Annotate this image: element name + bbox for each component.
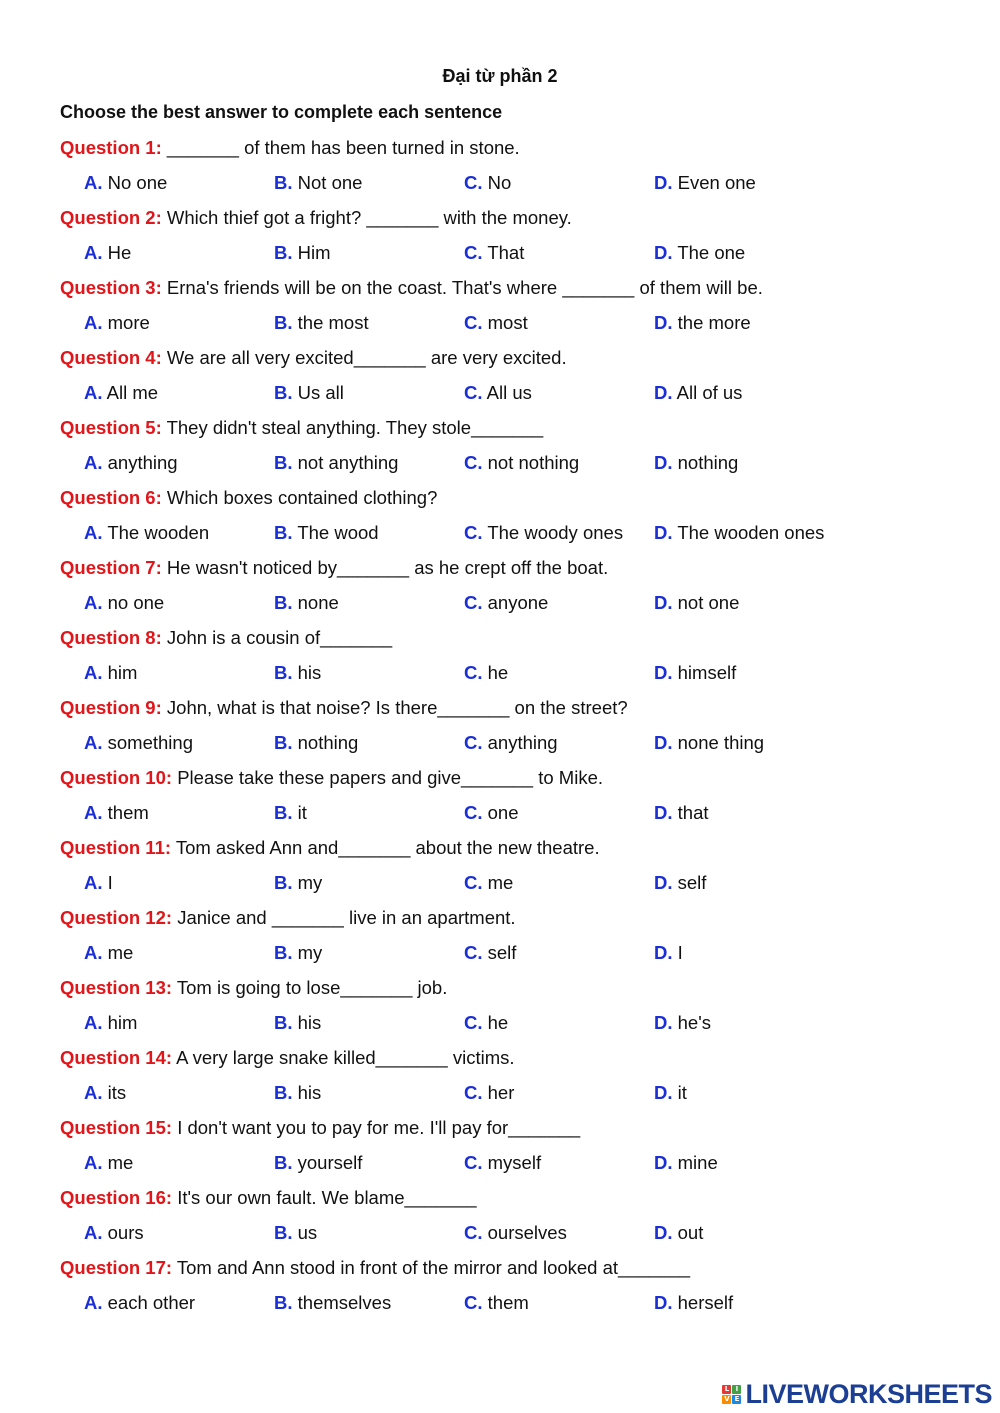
question-text: I don't want you to pay for me. I'll pay for_______ — [172, 1117, 581, 1138]
option-text: Him — [297, 242, 331, 263]
answer-option[interactable] — [464, 662, 508, 684]
question-label: Question 16: — [60, 1187, 173, 1208]
option-letter: A. — [84, 1222, 103, 1243]
option-text: nothing — [677, 452, 739, 473]
answer-option[interactable] — [274, 662, 321, 684]
option-text: That — [487, 242, 525, 263]
answer-options — [60, 592, 960, 616]
option-letter: B. — [274, 452, 293, 473]
question-label: Question 10: — [60, 767, 173, 788]
question-line — [60, 837, 600, 861]
answer-option[interactable] — [654, 1012, 711, 1034]
option-letter: B. — [274, 1082, 293, 1103]
option-letter: C. — [464, 1082, 483, 1103]
answer-option[interactable] — [654, 382, 742, 404]
option-text: not anything — [297, 452, 399, 473]
option-letter: B. — [274, 592, 293, 613]
option-text: herself — [677, 1292, 734, 1313]
question-label: Question 14: — [60, 1047, 173, 1068]
option-letter: D. — [654, 1222, 673, 1243]
answer-option[interactable] — [464, 1012, 508, 1034]
option-letter: C. — [464, 1292, 483, 1313]
option-letter: A. — [84, 592, 103, 613]
option-letter: A. — [84, 662, 103, 683]
option-text: one — [487, 802, 519, 823]
answer-option[interactable] — [84, 872, 113, 894]
question-label: Question 9: — [60, 697, 162, 718]
question-10 — [60, 767, 960, 837]
question-text: A very large snake killed_______ victims. — [172, 1047, 515, 1068]
answer-options — [60, 1152, 960, 1176]
question-line — [60, 207, 572, 231]
option-letter: A. — [84, 452, 103, 473]
option-text: The one — [677, 242, 746, 263]
answer-option[interactable] — [464, 1152, 541, 1174]
question-line — [60, 1187, 477, 1211]
answer-option[interactable] — [654, 802, 709, 824]
option-letter: D. — [654, 942, 673, 963]
question-list — [60, 137, 960, 1327]
option-letter: B. — [274, 312, 293, 333]
option-letter: A. — [84, 942, 103, 963]
question-text: John is a cousin of_______ — [161, 627, 393, 648]
option-letter: B. — [274, 382, 293, 403]
option-letter: D. — [654, 522, 673, 543]
answer-option[interactable] — [84, 452, 178, 474]
answer-option[interactable] — [464, 1222, 567, 1244]
option-letter: C. — [464, 172, 483, 193]
option-letter: A. — [84, 242, 103, 263]
option-letter: B. — [274, 522, 293, 543]
option-letter: A. — [84, 802, 103, 823]
option-text: themselves — [297, 1292, 392, 1313]
logo-cell: L — [722, 1385, 731, 1394]
option-text: him — [107, 662, 138, 683]
liveworksheets-logo-icon — [722, 1385, 741, 1404]
option-letter: C. — [464, 312, 483, 333]
answer-option[interactable] — [84, 1292, 195, 1314]
question-label: Question 6: — [60, 487, 162, 508]
option-text: not one — [677, 592, 740, 613]
answer-option[interactable] — [274, 802, 307, 824]
option-letter: A. — [84, 1012, 103, 1033]
answer-option[interactable] — [274, 1152, 362, 1174]
answer-option[interactable] — [654, 452, 738, 474]
question-label: Question 7: — [60, 557, 162, 578]
answer-option[interactable] — [464, 522, 623, 544]
option-letter: D. — [654, 662, 673, 683]
answer-option[interactable] — [654, 312, 751, 334]
option-text: more — [107, 312, 150, 333]
option-letter: B. — [274, 662, 293, 683]
answer-option[interactable] — [84, 942, 133, 964]
question-label: Question 4: — [60, 347, 162, 368]
question-label: Question 17: — [60, 1257, 173, 1278]
answer-options — [60, 172, 960, 196]
answer-option[interactable] — [274, 172, 362, 194]
option-letter: C. — [464, 802, 483, 823]
answer-option[interactable] — [84, 522, 209, 544]
option-text: He — [107, 242, 132, 263]
option-text: All me — [106, 382, 159, 403]
option-text: All of us — [676, 382, 743, 403]
option-text: none — [297, 592, 339, 613]
instruction-text: Choose the best answer to complete each sentence — [60, 102, 503, 122]
answer-options — [60, 312, 960, 336]
answer-option[interactable] — [274, 592, 339, 614]
option-text: its — [107, 1082, 127, 1103]
answer-option[interactable] — [84, 662, 137, 684]
option-text: anything — [107, 452, 178, 473]
answer-option[interactable] — [654, 592, 739, 614]
option-letter: C. — [464, 1222, 483, 1243]
option-letter: C. — [464, 1012, 483, 1033]
answer-option[interactable] — [654, 242, 745, 264]
answer-option[interactable] — [464, 872, 513, 894]
question-3 — [60, 277, 960, 347]
option-letter: A. — [84, 522, 103, 543]
option-text: his — [297, 662, 322, 683]
option-letter: D. — [654, 452, 673, 473]
option-text: self — [487, 942, 517, 963]
option-letter: C. — [464, 942, 483, 963]
answer-option[interactable] — [654, 1082, 687, 1104]
option-text: yourself — [297, 1152, 363, 1173]
option-letter: D. — [654, 1012, 673, 1033]
answer-option[interactable] — [654, 872, 706, 894]
option-text: The wood — [297, 522, 379, 543]
question-line — [60, 487, 437, 511]
option-letter: D. — [654, 592, 673, 613]
option-text: the more — [677, 312, 751, 333]
answer-option[interactable] — [84, 732, 193, 754]
option-letter: D. — [654, 242, 673, 263]
option-text: none thing — [677, 732, 765, 753]
option-text: it — [677, 1082, 687, 1103]
question-line — [60, 277, 763, 301]
answer-option[interactable] — [654, 1152, 718, 1174]
option-text: me — [487, 872, 514, 893]
option-text: out — [677, 1222, 704, 1243]
answer-option[interactable] — [464, 732, 558, 754]
option-text: them — [107, 802, 149, 823]
answer-option[interactable] — [464, 452, 579, 474]
option-text: nothing — [297, 732, 359, 753]
question-5 — [60, 417, 960, 487]
option-text: myself — [487, 1152, 542, 1173]
answer-option[interactable] — [84, 1082, 126, 1104]
option-text: he's — [677, 1012, 712, 1033]
answer-options — [60, 732, 960, 756]
question-line — [60, 627, 392, 651]
answer-option[interactable] — [84, 1222, 144, 1244]
answer-option[interactable] — [464, 1292, 529, 1314]
option-letter: C. — [464, 732, 483, 753]
question-15 — [60, 1117, 960, 1187]
option-text: ourselves — [487, 1222, 567, 1243]
question-1 — [60, 137, 960, 207]
question-text: We are all very excited_______ are very excited. — [161, 347, 567, 368]
answer-option[interactable] — [464, 802, 519, 824]
option-text: ours — [107, 1222, 144, 1243]
question-6 — [60, 487, 960, 557]
question-8 — [60, 627, 960, 697]
answer-option[interactable] — [274, 1082, 321, 1104]
question-label: Question 8: — [60, 627, 162, 648]
option-text: my — [297, 872, 323, 893]
option-text: The wooden — [107, 522, 210, 543]
option-text: No one — [107, 172, 168, 193]
question-label: Question 3: — [60, 277, 162, 298]
question-7 — [60, 557, 960, 627]
answer-option[interactable] — [654, 1222, 703, 1244]
question-17 — [60, 1257, 960, 1327]
answer-option[interactable] — [274, 312, 369, 334]
answer-option[interactable] — [274, 522, 379, 544]
option-letter: B. — [274, 242, 293, 263]
option-letter: D. — [654, 1082, 673, 1103]
answer-option[interactable] — [84, 1012, 137, 1034]
answer-options — [60, 802, 960, 826]
answer-options — [60, 942, 960, 966]
option-text: that — [677, 802, 709, 823]
question-12 — [60, 907, 960, 977]
option-letter: D. — [654, 1152, 673, 1173]
answer-option[interactable] — [464, 242, 524, 264]
option-letter: C. — [464, 452, 483, 473]
option-letter: B. — [274, 172, 293, 193]
option-letter: B. — [274, 732, 293, 753]
answer-option[interactable] — [274, 1222, 317, 1244]
answer-option[interactable] — [654, 522, 824, 544]
option-text: he — [487, 1012, 509, 1033]
option-letter: D. — [654, 312, 673, 333]
question-text: He wasn't noticed by_______ as he crept off the boat. — [161, 557, 609, 578]
option-text: I — [677, 942, 683, 963]
answer-option[interactable] — [274, 1012, 321, 1034]
option-text: mine — [677, 1152, 718, 1173]
question-label: Question 2: — [60, 207, 162, 228]
logo-cell: I — [732, 1385, 741, 1394]
option-letter: B. — [274, 1222, 293, 1243]
answer-option[interactable] — [84, 592, 164, 614]
option-letter: D. — [654, 802, 673, 823]
option-text: each other — [107, 1292, 196, 1313]
option-letter: D. — [654, 382, 673, 403]
answer-option[interactable] — [274, 872, 322, 894]
option-letter: D. — [654, 172, 673, 193]
option-letter: A. — [84, 872, 103, 893]
answer-option[interactable] — [84, 242, 131, 264]
answer-option[interactable] — [654, 732, 764, 754]
option-letter: A. — [84, 1082, 103, 1103]
answer-options — [60, 1082, 960, 1106]
option-text: him — [107, 1012, 138, 1033]
question-text: Tom asked Ann and_______ about the new theatre. — [171, 837, 600, 858]
question-line — [60, 417, 543, 441]
answer-options — [60, 1222, 960, 1246]
option-text: not nothing — [487, 452, 580, 473]
question-text: _______ of them has been turned in stone. — [161, 137, 520, 158]
option-text: us — [297, 1222, 318, 1243]
option-letter: C. — [464, 1152, 483, 1173]
option-letter: A. — [84, 172, 103, 193]
question-text: Tom is going to lose_______ job. — [172, 977, 448, 998]
option-text: most — [487, 312, 528, 333]
question-11 — [60, 837, 960, 907]
option-letter: B. — [274, 1292, 293, 1313]
answer-options — [60, 242, 960, 266]
question-text: It's our own fault. We blame_______ — [172, 1187, 477, 1208]
question-16 — [60, 1187, 960, 1257]
answer-option[interactable] — [464, 942, 516, 964]
logo-cell: V — [724, 1394, 730, 1403]
option-letter: A. — [84, 732, 103, 753]
question-text: They didn't steal anything. They stole_______ — [161, 417, 544, 438]
question-line — [60, 137, 520, 161]
option-text: her — [487, 1082, 515, 1103]
question-label: Question 5: — [60, 417, 162, 438]
answer-option[interactable] — [464, 382, 532, 404]
answer-option[interactable] — [84, 312, 150, 334]
question-label: Question 15: — [60, 1117, 173, 1138]
question-14 — [60, 1047, 960, 1117]
answer-options — [60, 522, 960, 546]
answer-option[interactable] — [84, 382, 158, 404]
option-letter: C. — [464, 242, 483, 263]
option-text: me — [107, 942, 134, 963]
option-letter: C. — [464, 662, 483, 683]
answer-options — [60, 872, 960, 896]
question-9 — [60, 697, 960, 767]
option-text: the most — [297, 312, 369, 333]
option-letter: C. — [464, 592, 483, 613]
option-text: no one — [107, 592, 165, 613]
answer-option[interactable] — [654, 172, 756, 194]
answer-option[interactable] — [84, 1152, 133, 1174]
option-text: Us all — [297, 382, 344, 403]
option-text: No — [487, 172, 512, 193]
question-line — [60, 347, 567, 371]
answer-option[interactable] — [464, 1082, 514, 1104]
option-letter: C. — [464, 382, 483, 403]
question-line — [60, 1257, 690, 1281]
question-text: Which thief got a fright? _______ with the money. — [161, 207, 572, 228]
question-text: Please take these papers and give_______ to Mike. — [172, 767, 603, 788]
question-text: Tom and Ann stood in front of the mirror and looked at_______ — [172, 1257, 691, 1278]
option-text: his — [297, 1082, 322, 1103]
option-letter: B. — [274, 1012, 293, 1033]
answer-option[interactable] — [464, 592, 548, 614]
answer-option[interactable] — [274, 382, 344, 404]
answer-option[interactable] — [84, 172, 167, 194]
question-line — [60, 767, 603, 791]
option-letter: B. — [274, 942, 293, 963]
option-letter: D. — [654, 1292, 673, 1313]
option-text: anything — [487, 732, 558, 753]
answer-option[interactable] — [274, 942, 322, 964]
question-2 — [60, 207, 960, 277]
option-text: me — [107, 1152, 134, 1173]
question-4 — [60, 347, 960, 417]
answer-options — [60, 1012, 960, 1036]
answer-option[interactable] — [274, 732, 358, 754]
option-text: I — [107, 872, 113, 893]
option-text: something — [107, 732, 193, 753]
answer-option[interactable] — [274, 1292, 391, 1314]
answer-option[interactable] — [274, 452, 398, 474]
page-title: Đại từ phần 2 — [442, 66, 558, 86]
option-text: he — [487, 662, 509, 683]
option-text: self — [677, 872, 707, 893]
answer-option[interactable] — [274, 242, 331, 264]
question-line — [60, 1047, 515, 1071]
option-text: Not one — [297, 172, 363, 193]
answer-option[interactable] — [464, 312, 528, 334]
question-label: Question 11: — [60, 837, 172, 858]
answer-options — [60, 662, 960, 686]
option-text: his — [297, 1012, 322, 1033]
answer-option[interactable] — [654, 942, 683, 964]
question-text: Erna's friends will be on the coast. That's where _______ of them will be. — [161, 277, 763, 298]
option-text: anyone — [487, 592, 549, 613]
question-line — [60, 1117, 580, 1141]
answer-option[interactable] — [654, 1292, 733, 1314]
option-letter: C. — [464, 522, 483, 543]
question-line — [60, 697, 628, 721]
option-letter: A. — [84, 1152, 103, 1173]
question-text: Which boxes contained clothing? — [161, 487, 438, 508]
option-letter: B. — [274, 1152, 293, 1173]
option-text: Even one — [677, 172, 756, 193]
option-letter: D. — [654, 732, 673, 753]
question-label: Question 1: — [60, 137, 162, 158]
option-text: The woody ones — [487, 522, 624, 543]
option-text: it — [297, 802, 307, 823]
option-letter: A. — [84, 312, 103, 333]
liveworksheets-brand — [722, 1378, 992, 1410]
option-letter: B. — [274, 802, 293, 823]
question-text: Janice and _______ live in an apartment. — [172, 907, 516, 928]
option-letter: B. — [274, 872, 293, 893]
brand-name: LIVEWORKSHEETS — [745, 1378, 992, 1409]
answer-options — [60, 452, 960, 476]
option-text: himself — [677, 662, 737, 683]
answer-options — [60, 382, 960, 406]
answer-option[interactable] — [464, 172, 511, 194]
option-text: All us — [486, 382, 532, 403]
option-text: my — [297, 942, 323, 963]
option-text: them — [487, 1292, 529, 1313]
question-label: Question 12: — [60, 907, 173, 928]
answer-option[interactable] — [84, 802, 149, 824]
answer-option[interactable] — [654, 662, 736, 684]
option-letter: A. — [84, 1292, 103, 1313]
option-text: The wooden ones — [677, 522, 825, 543]
question-13 — [60, 977, 960, 1047]
question-line — [60, 557, 608, 581]
question-text: John, what is that noise? Is there_______ on the street? — [161, 697, 628, 718]
option-letter: C. — [464, 872, 483, 893]
option-letter: A. — [84, 382, 103, 403]
question-line — [60, 977, 447, 1001]
option-letter: D. — [654, 872, 673, 893]
question-label: Question 13: — [60, 977, 173, 998]
logo-cell: E — [732, 1395, 741, 1404]
question-line — [60, 907, 516, 931]
answer-options — [60, 1292, 960, 1316]
